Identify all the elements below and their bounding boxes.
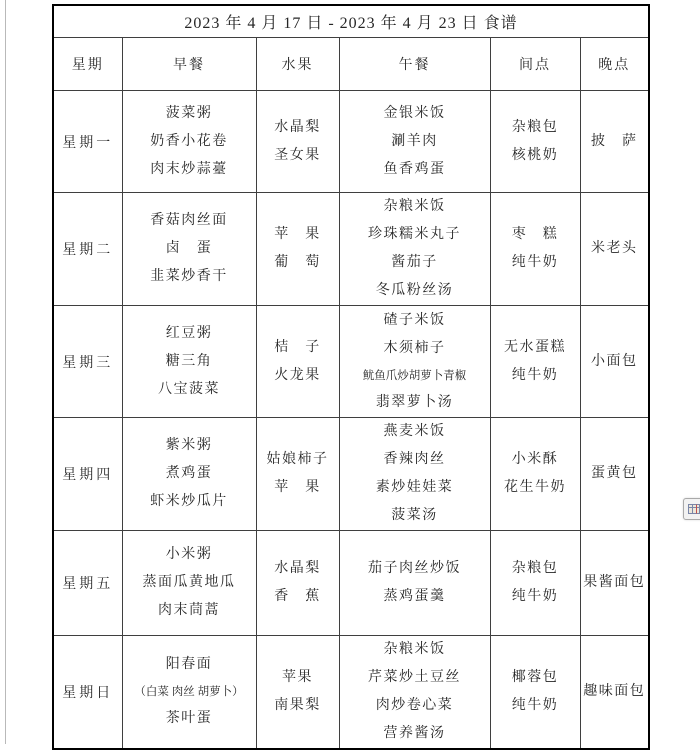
- menu-cell-snack: [490, 306, 580, 418]
- menu-item: 韭菜炒香干: [150, 269, 228, 284]
- menu-cell-snack: [490, 418, 580, 531]
- menu-item: 翡翠萝卜汤: [375, 394, 454, 410]
- day-cell: 星期四: [53, 418, 122, 531]
- snip-tool-icon: [688, 503, 700, 515]
- menu-item: 蒸鸡蛋羹: [383, 589, 446, 604]
- menu-item: 桔 子: [274, 339, 321, 355]
- menu-item: 火龙果: [274, 367, 321, 383]
- menu-item: 圣女果: [274, 147, 321, 163]
- menu-cell-evening: [580, 636, 649, 750]
- menu-item: 木须柿子: [383, 340, 446, 356]
- column-header-lunch: 午餐: [339, 38, 490, 91]
- menu-item: 肉末炒蒜薹: [150, 161, 228, 177]
- menu-item: 菠菜汤: [391, 508, 438, 523]
- menu-item: 小米粥: [165, 547, 213, 562]
- menu-cell-evening: [580, 306, 649, 418]
- menu-item: 小米酥: [511, 452, 559, 467]
- menu-item: 枣 糕: [511, 227, 559, 242]
- menu-item: 杂粮包: [511, 561, 559, 576]
- menu-item: 糖三角: [165, 353, 213, 369]
- menu-item: 花生牛奶: [504, 480, 566, 495]
- menu-item: 趣味面包: [583, 684, 646, 699]
- menu-item: 纯牛奶: [511, 589, 559, 604]
- menu-cell-lunch: [339, 531, 490, 636]
- menu-item: 素炒娃娃菜: [375, 480, 454, 495]
- menu-cell-fruit: [256, 91, 339, 193]
- menu-item: 碴子米饭: [383, 312, 446, 328]
- menu-item: 肉炒卷心菜: [375, 698, 454, 713]
- menu-cell-breakfast: [122, 91, 256, 193]
- menu-item: 鱼香鸡蛋: [383, 161, 446, 177]
- menu-cell-breakfast: [122, 418, 256, 531]
- menu-cell-snack: [490, 636, 580, 750]
- menu-item: 披 萨: [591, 133, 638, 149]
- menu-item: 肉末茼蒿: [158, 603, 220, 618]
- menu-cell-lunch: [339, 193, 490, 306]
- menu-item: 无水蛋糕: [504, 339, 566, 355]
- menu-item: 米老头: [591, 241, 638, 256]
- menu-cell-evening: [580, 193, 649, 306]
- day-cell: 星期日: [53, 636, 122, 750]
- menu-item: 金银米饭: [383, 105, 446, 121]
- menu-item: 营养酱汤: [383, 726, 446, 741]
- column-header-fruit: 水果: [256, 38, 339, 91]
- floating-tool-button[interactable]: [683, 498, 700, 520]
- menu-item: 菠菜粥: [165, 105, 213, 121]
- menu-cell-lunch: [339, 306, 490, 418]
- title-row: [53, 5, 649, 38]
- menu-cell-fruit: [256, 193, 339, 306]
- menu-item: 纯牛奶: [511, 698, 559, 713]
- menu-item: 冬瓜粉丝汤: [375, 283, 454, 298]
- menu-row: [53, 531, 649, 636]
- menu-cell-breakfast: [122, 636, 256, 750]
- menu-item: 杂粮米饭: [383, 642, 446, 657]
- menu-item: 芹菜炒土豆丝: [368, 670, 461, 685]
- menu-item: 核桃奶: [511, 147, 559, 163]
- menu-cell-breakfast: [122, 531, 256, 636]
- table-title: 2023 年 4 月 17 日 - 2023 年 4 月 23 日 食谱: [53, 5, 649, 38]
- menu-item: 燕麦米饭: [383, 424, 446, 439]
- menu-cell-evening: [580, 418, 649, 531]
- menu-item: 涮羊肉: [391, 133, 438, 149]
- menu-item: 八宝菠菜: [158, 381, 220, 397]
- menu-row: [53, 636, 649, 750]
- menu-item: 葡 萄: [274, 255, 321, 270]
- menu-item: 苹果: [282, 670, 313, 685]
- menu-item: 纯牛奶: [511, 367, 559, 383]
- menu-item: （白菜 肉丝 胡萝卜）: [134, 686, 244, 698]
- menu-item: 香 蕉: [274, 589, 321, 604]
- menu-row: [53, 306, 649, 418]
- column-header-breakfast: 早餐: [122, 38, 256, 91]
- day-cell: 星期五: [53, 531, 122, 636]
- menu-item: 香菇肉丝面: [150, 213, 228, 228]
- menu-cell-evening: [580, 91, 649, 193]
- page-edge-divider: [5, 0, 6, 744]
- menu-cell-breakfast: [122, 193, 256, 306]
- menu-item: 酱茄子: [391, 255, 438, 270]
- menu-item: 珍珠糯米丸子: [368, 227, 461, 242]
- menu-cell-lunch: [339, 91, 490, 193]
- menu-row: [53, 418, 649, 531]
- menu-item: 蛋黄包: [591, 466, 638, 481]
- menu-item: 苹 果: [274, 227, 321, 242]
- menu-item: 纯牛奶: [511, 255, 559, 270]
- header-row: [53, 38, 649, 91]
- menu-item: 茶叶蛋: [165, 711, 213, 726]
- menu-cell-lunch: [339, 636, 490, 750]
- menu-item: 杂粮包: [511, 119, 559, 135]
- menu-item: 南果梨: [274, 698, 321, 713]
- menu-item: 姑娘柿子: [266, 452, 329, 467]
- menu-item: 苹 果: [274, 480, 321, 495]
- menu-table: [52, 4, 650, 750]
- menu-cell-lunch: [339, 418, 490, 531]
- menu-row: [53, 193, 649, 306]
- menu-item: 果酱面包: [583, 575, 646, 590]
- menu-cell-evening: [580, 531, 649, 636]
- column-header-day: 星期: [53, 38, 122, 91]
- column-header-evening: 晚点: [580, 38, 649, 91]
- menu-item: 水晶梨: [274, 561, 321, 576]
- menu-item: 香辣肉丝: [383, 452, 446, 467]
- day-cell: 星期一: [53, 91, 122, 193]
- menu-cell-fruit: [256, 636, 339, 750]
- menu-item: 红豆粥: [165, 325, 213, 341]
- column-header-snack: 间点: [490, 38, 580, 91]
- menu-cell-fruit: [256, 531, 339, 636]
- menu-item: 蒸面瓜黄地瓜: [142, 575, 236, 590]
- menu-item: 紫米粥: [165, 438, 213, 453]
- menu-item: 鱿鱼爪炒胡萝卜青椒: [362, 369, 467, 382]
- menu-item: 卤 蛋: [165, 241, 213, 256]
- menu-item: 茄子肉丝炒饭: [368, 561, 461, 576]
- menu-item: 奶香小花卷: [150, 133, 228, 149]
- menu-cell-snack: [490, 531, 580, 636]
- menu-cell-breakfast: [122, 306, 256, 418]
- day-cell: 星期三: [53, 306, 122, 418]
- menu-item: 水晶梨: [274, 119, 321, 135]
- menu-row: [53, 91, 649, 193]
- menu-item: 阳春面: [165, 657, 213, 672]
- day-cell: 星期二: [53, 193, 122, 306]
- menu-cell-fruit: [256, 418, 339, 531]
- menu-item: 杂粮米饭: [383, 199, 446, 214]
- menu-item: 小面包: [591, 353, 638, 369]
- menu-cell-fruit: [256, 306, 339, 418]
- menu-cell-snack: [490, 91, 580, 193]
- menu-item: 煮鸡蛋: [165, 466, 213, 481]
- menu-item: 虾米炒瓜片: [150, 494, 228, 509]
- menu-item: 椰蓉包: [511, 670, 559, 685]
- menu-cell-snack: [490, 193, 580, 306]
